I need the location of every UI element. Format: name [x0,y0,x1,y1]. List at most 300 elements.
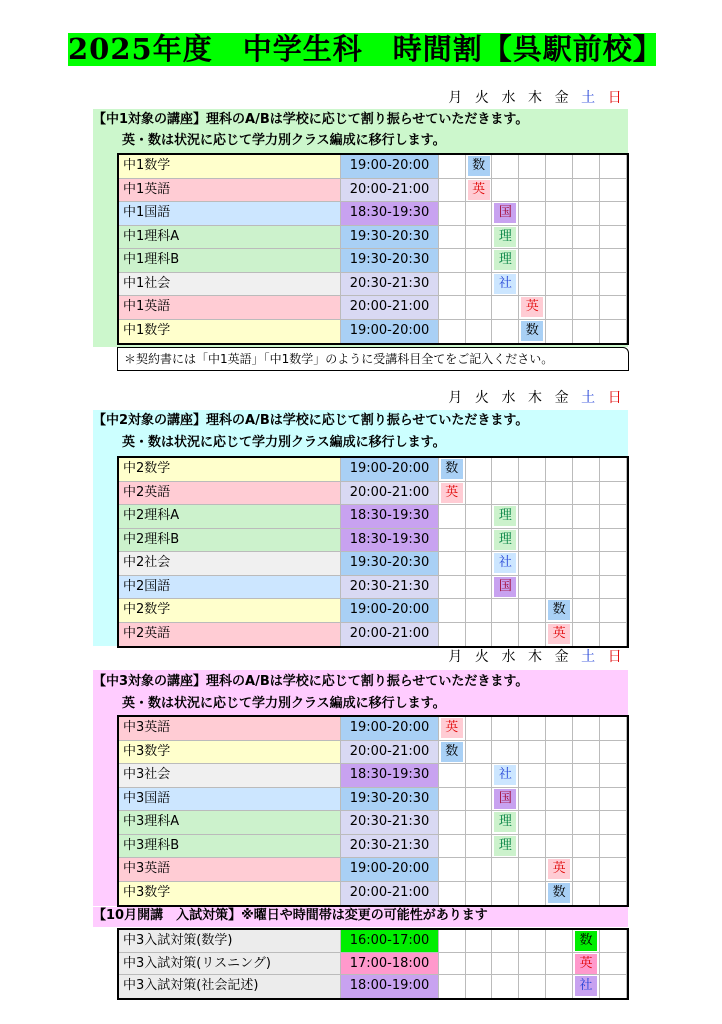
day-cell [600,202,627,225]
course-time: 19:30-20:30 [341,249,439,272]
day-cell [466,179,493,202]
day-cell [466,811,493,834]
day-cell [493,249,520,272]
day-cell [439,764,466,787]
course-time: 19:00-20:00 [341,155,439,178]
day-cell [466,202,493,225]
day-cell [600,273,627,296]
course-name: 中1数学 [119,320,341,344]
course-time: 19:30-20:30 [341,226,439,249]
day-cell [466,226,493,249]
day-cell [546,273,573,296]
day-cell [466,930,493,952]
day-cell [439,576,466,599]
day-cell [546,953,573,975]
course-name: 中1英語 [119,179,341,202]
table-row [119,458,627,482]
day-label: 火 [474,90,489,106]
course-time: 20:30-21:30 [341,811,439,834]
day-cell [573,552,600,575]
table-row [119,811,627,835]
course-time: 18:30-19:30 [341,202,439,225]
day-cell [493,552,520,575]
course-time: 19:00-20:00 [341,717,439,740]
day-cell [546,811,573,834]
day-cell [573,741,600,764]
day-label: 日 [607,390,622,406]
day-cell [493,505,520,528]
course-name: 中1社会 [119,273,341,296]
day-cell [600,296,627,319]
day-cell [439,599,466,622]
schedule-table [117,715,629,907]
day-cell [439,458,466,481]
subject-mark: 英 [468,180,490,200]
course-name: 中1英語 [119,296,341,319]
course-name: 中1理科A [119,226,341,249]
day-cell [600,858,627,881]
day-cell [546,249,573,272]
day-cell [573,202,600,225]
day-cell [439,552,466,575]
table-row [119,858,627,882]
table-row [119,741,627,765]
subject-mark: 英 [575,954,597,974]
day-cell [520,179,547,202]
course-name: 中2英語 [119,623,341,647]
course-time: 20:30-21:30 [341,576,439,599]
subject-mark: 社 [494,553,516,573]
course-name: 中2英語 [119,482,341,505]
day-cell [466,717,493,740]
day-cell [600,599,627,622]
day-cell [573,273,600,296]
table-row [119,505,627,529]
course-time: 18:30-19:30 [341,764,439,787]
day-cell [439,320,466,344]
day-cell [439,529,466,552]
day-cell [573,529,600,552]
table-row [119,953,627,976]
day-cell [520,296,547,319]
day-cell [493,835,520,858]
day-cell [546,975,573,998]
day-cell [520,273,547,296]
day-cell [600,576,627,599]
day-cell [520,249,547,272]
day-cell [600,249,627,272]
course-name: 中3英語 [119,858,341,881]
day-cell [439,505,466,528]
day-cell [439,155,466,178]
day-cell [520,576,547,599]
day-label: 月 [448,90,463,106]
day-label: 木 [528,90,543,106]
course-time: 20:00-21:00 [341,179,439,202]
day-cell [573,788,600,811]
day-label: 月 [448,649,463,665]
day-header [442,388,628,408]
course-name: 中3入試対策(リスニング) [119,953,341,975]
table-row [119,273,627,297]
day-cell [439,811,466,834]
day-label: 金 [554,90,569,106]
course-time: 20:00-21:00 [341,882,439,906]
table-row [119,296,627,320]
day-cell [520,482,547,505]
day-cell [546,930,573,952]
day-cell [466,273,493,296]
day-cell [493,975,520,998]
day-cell [546,552,573,575]
day-cell [573,975,600,998]
day-label: 土 [581,649,596,665]
table-row [119,320,627,344]
day-label: 日 [607,649,622,665]
day-cell [600,458,627,481]
day-cell [466,858,493,881]
day-cell [573,482,600,505]
day-cell [573,811,600,834]
day-cell [439,179,466,202]
course-name: 中2国語 [119,576,341,599]
course-name: 中3数学 [119,882,341,906]
day-cell [600,788,627,811]
day-cell [439,953,466,975]
day-cell [466,788,493,811]
day-cell [466,320,493,344]
table-row [119,179,627,203]
course-time: 20:00-21:00 [341,741,439,764]
day-cell [600,835,627,858]
course-name: 中1数学 [119,155,341,178]
table-row [119,482,627,506]
table-row [119,249,627,273]
day-cell [600,930,627,952]
day-cell [546,505,573,528]
course-time: 18:00-19:00 [341,975,439,998]
subject-mark: 社 [575,976,597,996]
subject-mark: 国 [494,203,516,223]
day-cell [600,482,627,505]
day-label: 水 [501,649,516,665]
subject-mark: 理 [494,812,516,832]
day-cell [466,599,493,622]
day-cell [466,623,493,647]
subject-mark: 社 [494,274,516,294]
day-cell [466,741,493,764]
day-cell [573,155,600,178]
day-cell [600,882,627,906]
day-label: 火 [474,649,489,665]
day-cell [573,599,600,622]
day-cell [466,155,493,178]
day-cell [493,717,520,740]
subject-mark: 数 [548,600,570,620]
subject-mark: 理 [494,530,516,550]
table-row [119,529,627,553]
day-cell [520,741,547,764]
day-cell [600,953,627,975]
day-cell [439,296,466,319]
course-name: 中2理科A [119,505,341,528]
day-cell [546,623,573,647]
day-cell [439,788,466,811]
table-row [119,764,627,788]
day-cell [600,741,627,764]
day-cell [493,623,520,647]
day-cell [493,320,520,344]
day-label: 金 [554,390,569,406]
day-cell [546,858,573,881]
day-cell [546,458,573,481]
table-row [119,202,627,226]
day-cell [466,249,493,272]
day-cell [466,505,493,528]
subject-mark: 英 [548,624,570,644]
day-cell [466,882,493,906]
day-cell [520,858,547,881]
contract-note: ＊契約書には「中1英語」「中1数学」のように受講科目全てをご記入ください。 [117,347,629,371]
day-cell [466,764,493,787]
day-label: 水 [501,90,516,106]
day-cell [493,226,520,249]
day-cell [439,858,466,881]
day-cell [573,458,600,481]
table-row [119,155,627,179]
day-cell [466,529,493,552]
day-cell [600,529,627,552]
day-cell [439,249,466,272]
course-time: 20:00-21:00 [341,623,439,647]
subject-mark: 理 [494,227,516,247]
day-cell [546,202,573,225]
day-cell [493,764,520,787]
day-cell [573,320,600,344]
day-cell [439,273,466,296]
day-cell [573,835,600,858]
day-cell [520,529,547,552]
day-cell [573,179,600,202]
day-cell [439,623,466,647]
subject-mark: 英 [548,859,570,879]
day-cell [520,623,547,647]
subject-mark: 社 [494,765,516,785]
day-cell [546,179,573,202]
course-name: 中2社会 [119,552,341,575]
day-label: 水 [501,390,516,406]
day-cell [439,717,466,740]
day-cell [439,482,466,505]
course-time: 20:30-21:30 [341,835,439,858]
day-cell [546,576,573,599]
day-cell [520,788,547,811]
day-cell [493,179,520,202]
section-subheading: 英・数は状況に応じて学力別クラス編成に移行します。 [122,696,446,711]
section-subheading: 英・数は状況に応じて学力別クラス編成に移行します。 [122,133,446,148]
day-cell [520,320,547,344]
subject-mark: 数 [521,321,543,341]
table-row [119,975,627,998]
subject-mark: 国 [494,577,516,597]
table-row [119,552,627,576]
section-heading: 【中3対象の講座】理科のA/Bは学校に応じて割り振らせていただきます。 [93,674,529,689]
course-name: 中3国語 [119,788,341,811]
day-cell [600,764,627,787]
course-name: 中2数学 [119,458,341,481]
table-row [119,882,627,906]
day-cell [600,552,627,575]
day-cell [493,788,520,811]
day-cell [546,835,573,858]
day-cell [546,882,573,906]
day-cell [439,882,466,906]
day-cell [520,882,547,906]
day-cell [493,458,520,481]
day-label: 木 [528,390,543,406]
course-name: 中3社会 [119,764,341,787]
day-cell [493,953,520,975]
day-label: 日 [607,90,622,106]
day-cell [439,930,466,952]
day-cell [520,764,547,787]
day-cell [546,529,573,552]
day-cell [466,835,493,858]
day-cell [600,975,627,998]
day-cell [573,882,600,906]
table-row [119,930,627,953]
course-time: 18:30-19:30 [341,505,439,528]
course-name: 中3英語 [119,717,341,740]
day-cell [439,835,466,858]
day-cell [520,835,547,858]
course-time: 18:30-19:30 [341,529,439,552]
day-cell [546,764,573,787]
day-cell [573,296,600,319]
day-cell [573,623,600,647]
day-label: 木 [528,649,543,665]
section-subheading: 英・数は状況に応じて学力別クラス編成に移行します。 [122,435,446,450]
subject-mark: 数 [441,459,463,479]
day-cell [520,599,547,622]
day-cell [493,296,520,319]
course-name: 中2理科B [119,529,341,552]
day-cell [493,882,520,906]
day-cell [600,623,627,647]
day-cell [546,788,573,811]
day-cell [466,975,493,998]
day-cell [546,717,573,740]
day-cell [573,764,600,787]
day-cell [493,599,520,622]
day-cell [466,953,493,975]
course-time: 19:00-20:00 [341,458,439,481]
course-time: 19:30-20:30 [341,788,439,811]
day-cell [573,576,600,599]
day-label: 金 [554,649,569,665]
day-cell [600,811,627,834]
day-cell [493,858,520,881]
table-row [119,835,627,859]
course-name: 中2数学 [119,599,341,622]
day-cell [546,741,573,764]
table-row [119,788,627,812]
table-row [119,717,627,741]
schedule-table [117,928,629,1000]
day-cell [439,202,466,225]
section-heading: 【中1対象の講座】理科のA/Bは学校に応じて割り振らせていただきます。 [93,112,529,127]
day-cell [546,599,573,622]
day-cell [573,953,600,975]
course-time: 20:30-21:30 [341,273,439,296]
day-cell [493,529,520,552]
day-cell [520,458,547,481]
day-cell [520,811,547,834]
course-name: 中1理科B [119,249,341,272]
day-cell [439,741,466,764]
day-cell [493,273,520,296]
section-heading: 【中2対象の講座】理科のA/Bは学校に応じて割り振らせていただきます。 [93,413,529,428]
day-cell [493,811,520,834]
subject-mark: 理 [494,250,516,270]
day-cell [520,717,547,740]
course-name: 中3入試対策(数学) [119,930,341,952]
day-cell [520,552,547,575]
subject-mark: 理 [494,836,516,856]
subject-mark: 数 [575,931,597,951]
table-row [119,599,627,623]
day-cell [493,930,520,952]
course-time: 19:00-20:00 [341,858,439,881]
day-cell [493,576,520,599]
day-cell [520,226,547,249]
day-cell [466,552,493,575]
day-cell [573,226,600,249]
subject-mark: 英 [521,297,543,317]
day-header [442,647,628,667]
day-cell [493,202,520,225]
day-cell [466,576,493,599]
subject-mark: 数 [548,883,570,903]
day-label: 土 [581,390,596,406]
day-cell [493,155,520,178]
day-cell [600,320,627,344]
day-cell [520,202,547,225]
day-cell [573,930,600,952]
section-heading: 【10月開講 入試対策】※曜日や時間帯は変更の可能性があります [93,908,488,923]
day-cell [573,858,600,881]
day-cell [573,717,600,740]
course-time: 19:30-20:30 [341,552,439,575]
schedule-table [117,456,629,648]
course-name: 中3理科B [119,835,341,858]
day-cell [493,482,520,505]
day-cell [466,296,493,319]
day-cell [520,930,547,952]
page-title: 2025年度 中学生科 時間割【呉駅前校】 [68,32,663,66]
day-label: 火 [474,390,489,406]
subject-mark: 数 [468,156,490,176]
subject-mark: 数 [441,742,463,762]
course-time: 19:00-20:00 [341,320,439,344]
day-cell [546,296,573,319]
day-cell [600,155,627,178]
course-time: 20:00-21:00 [341,296,439,319]
day-cell [493,741,520,764]
day-cell [439,226,466,249]
day-cell [546,482,573,505]
schedule-table [117,153,629,345]
